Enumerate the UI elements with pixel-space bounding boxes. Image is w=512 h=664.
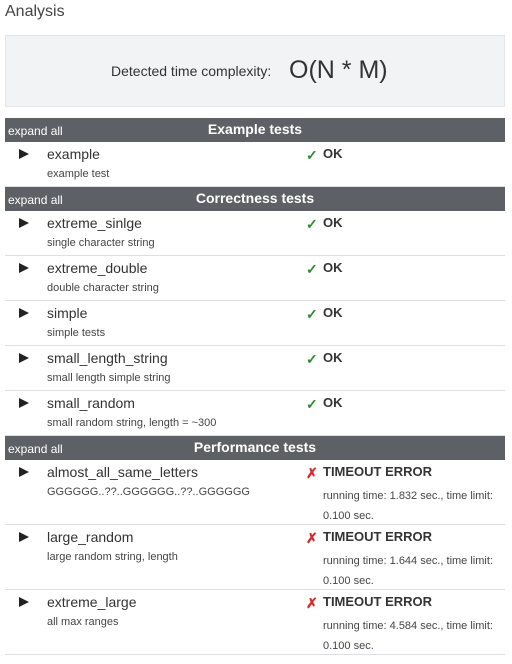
test-detail: running time: 1.832 sec., time limit: 0.100 sec. [323,490,493,522]
test-detail: running time: 1.644 sec., time limit: 0.100 sec. [323,555,493,587]
test-status: OK [323,215,343,230]
section-title: Performance tests [193,439,317,455]
test-row[interactable] [5,391,505,436]
expand-arrow-icon[interactable] [19,218,29,228]
test-row[interactable] [5,211,505,256]
test-description: simple tests [47,327,106,339]
test-name: simple [47,305,88,321]
section-title: Correctness tests [195,190,315,206]
test-name: extreme_double [47,260,148,276]
test-row[interactable] [5,142,505,187]
test-name: example [47,146,100,162]
test-description: double character string [47,282,159,294]
cross-mark-icon: ✗ [306,465,318,481]
expand-arrow-icon[interactable] [19,467,29,477]
expand-all-button[interactable]: expand all [8,442,63,456]
test-name: extreme_large [47,594,137,610]
test-row[interactable] [5,346,505,391]
test-status: OK [323,395,343,410]
test-name: extreme_sinlge [47,215,142,231]
section-header-correctness [5,187,505,211]
test-row[interactable] [5,301,505,346]
test-detail: running time: 4.584 sec., time limit: 0.100 sec. [323,620,493,652]
test-name: small_random [47,395,135,411]
check-mark-icon: ✓ [306,147,318,163]
check-mark-icon: ✓ [306,351,318,367]
test-status: TIMEOUT ERROR [323,464,433,479]
check-mark-icon: ✓ [306,306,318,322]
section-header-example [5,118,505,142]
test-description: large random string, length [47,551,178,563]
test-row[interactable] [5,525,505,590]
test-description: single character string [47,237,155,249]
section-title: Example tests [207,121,303,137]
complexity-panel [5,35,505,107]
test-description: all max ranges [47,616,119,628]
test-name: large_random [47,529,134,545]
test-status: OK [323,260,343,275]
expand-arrow-icon[interactable] [19,149,29,159]
expand-arrow-icon[interactable] [19,398,29,408]
test-status: OK [323,350,343,365]
cross-mark-icon: ✗ [306,595,318,611]
test-row[interactable] [5,460,505,525]
expand-arrow-icon[interactable] [19,532,29,542]
test-name: small_length_string [47,350,168,366]
test-name: almost_all_same_letters [47,464,198,480]
check-mark-icon: ✓ [306,216,318,232]
test-status: TIMEOUT ERROR [323,529,433,544]
page-title: Analysis [5,3,65,20]
test-row[interactable] [5,256,505,301]
complexity-label: Detected time complexity: [111,63,272,79]
test-description: small random string, length = ~300 [47,417,217,429]
cross-mark-icon: ✗ [306,530,318,546]
check-mark-icon: ✓ [306,396,318,412]
test-status: TIMEOUT ERROR [323,594,433,609]
section-header-performance [5,436,505,460]
test-status: OK [323,146,343,161]
complexity-value: O(N * M) [289,56,388,84]
test-description: example test [47,168,110,180]
test-row[interactable] [5,590,505,655]
test-description: small length simple string [47,372,171,384]
expand-arrow-icon[interactable] [19,597,29,607]
expand-arrow-icon[interactable] [19,263,29,273]
expand-arrow-icon[interactable] [19,308,29,318]
expand-all-button[interactable]: expand all [8,124,63,138]
expand-arrow-icon[interactable] [19,353,29,363]
test-description: GGGGGG..??..GGGGGG..??..GGGGGG [47,486,250,498]
check-mark-icon: ✓ [306,261,318,277]
test-status: OK [323,305,343,320]
expand-all-button[interactable]: expand all [8,193,63,207]
